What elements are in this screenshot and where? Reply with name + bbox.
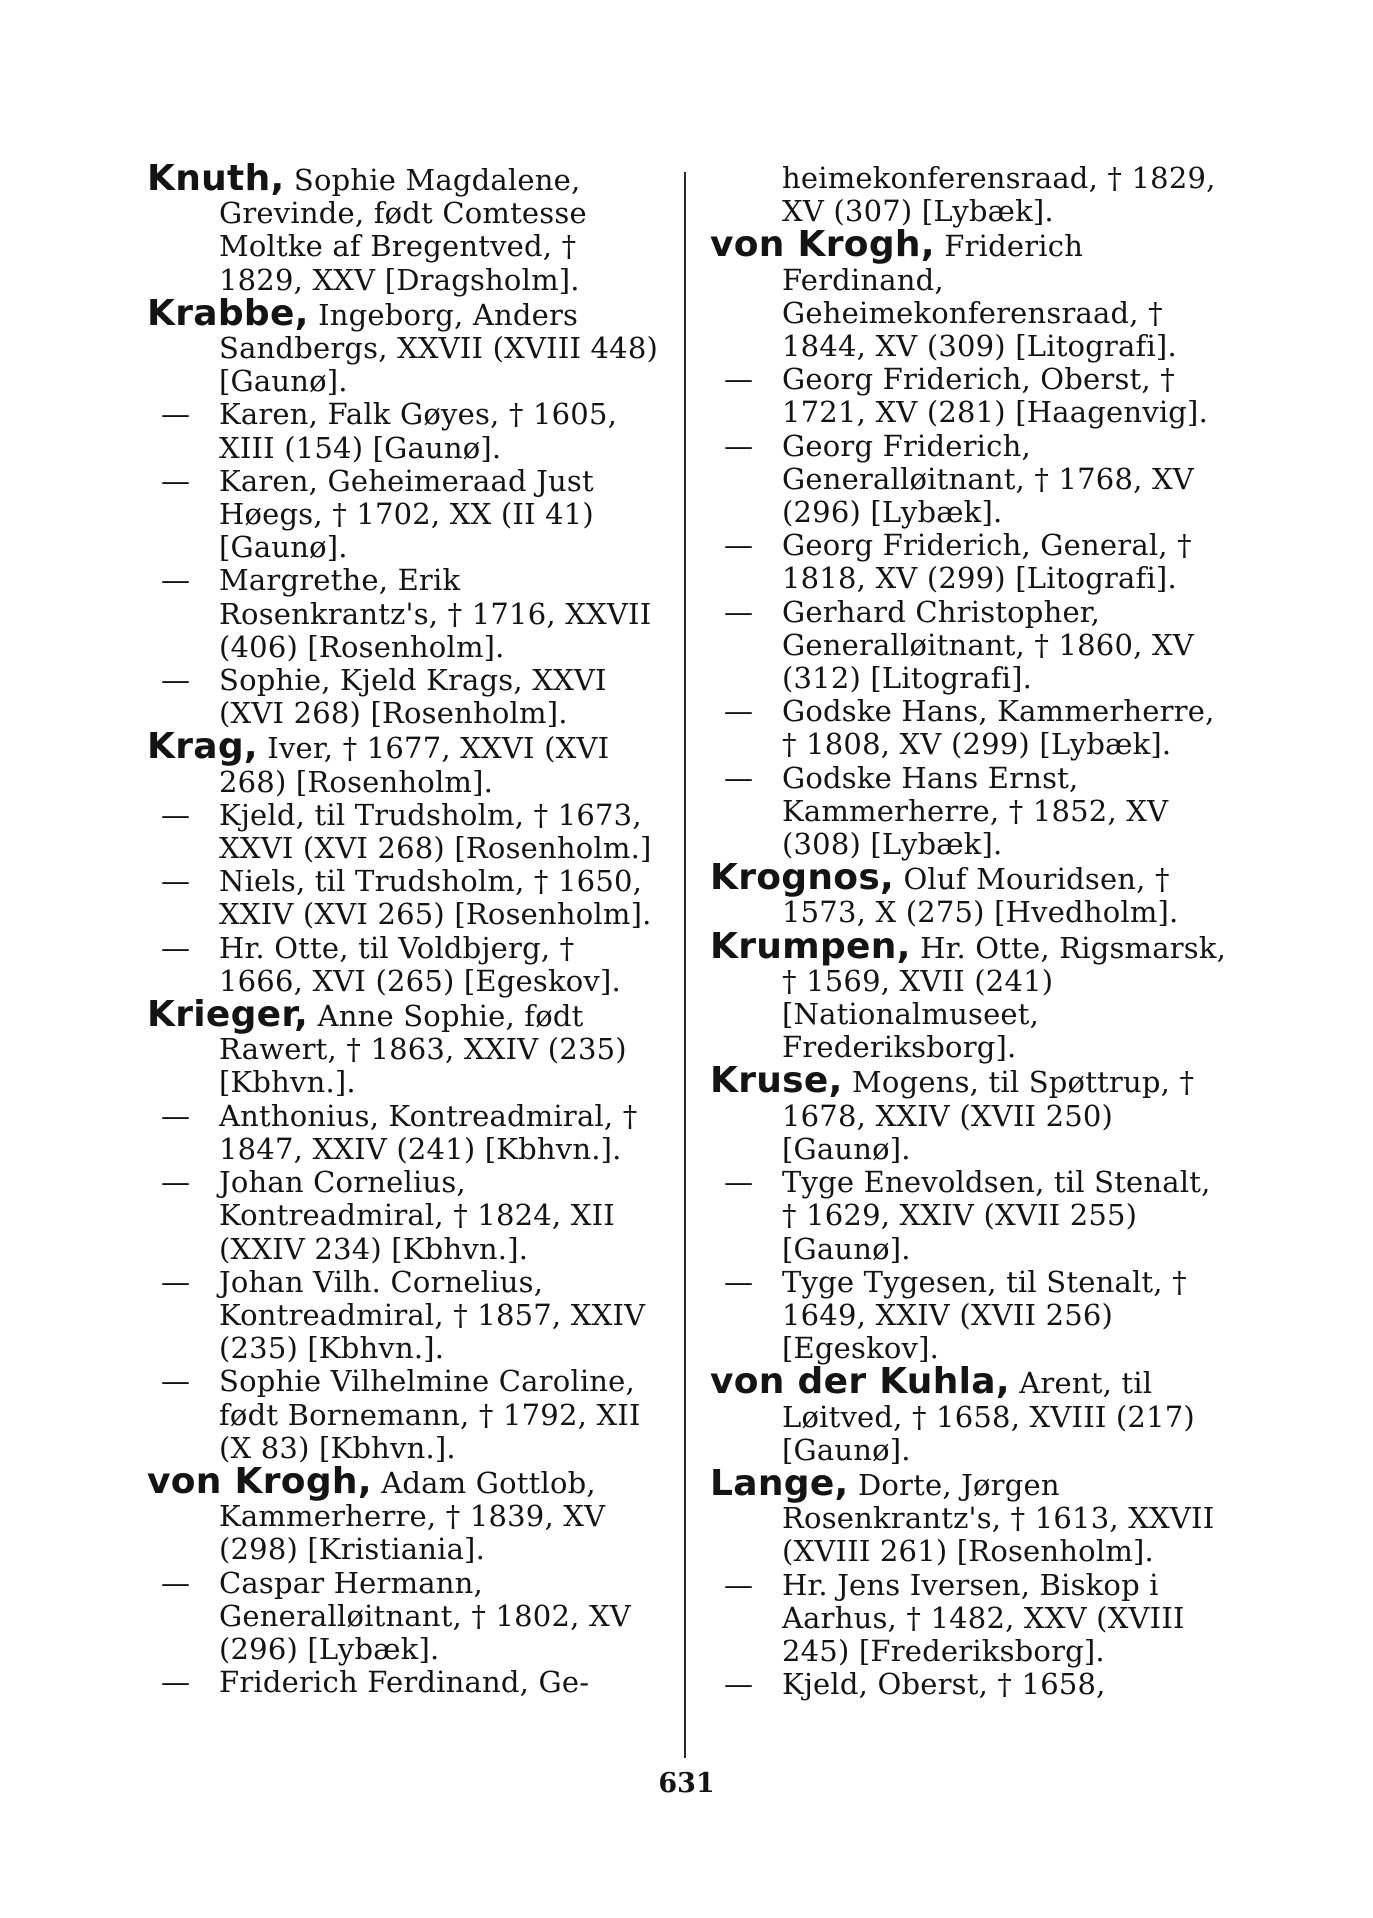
entry-surname: von der Kuhla, bbox=[710, 1361, 1010, 1403]
ditto-dash: — bbox=[161, 1264, 191, 1299]
ditto-dash: — bbox=[161, 463, 191, 498]
entry-text: Arent, til Løitved, † 1658, XVIII (217) [Gaunø]. bbox=[782, 1366, 1195, 1467]
entry-text: Georg Friderich, Generalløitnant, † 1768, XV (296) [Lybæk]. bbox=[782, 428, 1194, 530]
index-subentry bbox=[147, 1365, 667, 1465]
entry-text: Oluf Mouridsen, † 1573, X (275) [Hvedholm]. bbox=[782, 862, 1179, 930]
entry-text: Gerhard Christopher, Generalløitnant, † 1860, XV (312) [Litografi]. bbox=[782, 594, 1194, 696]
index-entry bbox=[710, 857, 1230, 930]
entry-text: Sophie, Kjeld Krags, XXVI (XVI 268) [Rosenholm]. bbox=[219, 663, 607, 731]
entry-surname: Krognos, bbox=[710, 857, 895, 899]
entry-text: Mogens, til Spøttrup, † 1678, XXIV (XVII 250) [Gaunø]. bbox=[782, 1065, 1195, 1166]
entry-text: Dorte, Jørgen Rosenkrantz's, † 1613, XXVII (XVIII 261) [Rosenholm]. bbox=[782, 1467, 1215, 1569]
ditto-dash: — bbox=[161, 864, 191, 899]
index-subentry bbox=[147, 865, 667, 931]
entry-surname: Krag, bbox=[147, 726, 258, 768]
entry-surname: Krieger, bbox=[147, 994, 309, 1036]
index-subentry bbox=[147, 799, 667, 865]
index-subentry bbox=[710, 1266, 1230, 1366]
index-entry bbox=[710, 1060, 1230, 1166]
entry-text: Anne Sophie, født Rawert, † 1863, XXIV (235) [Kbhvn.]. bbox=[219, 999, 627, 1100]
ditto-dash: — bbox=[724, 694, 754, 729]
entry-text: Tyge Enevoldsen, til Stenalt, † 1629, XXIV (XVII 255) [Gaunø]. bbox=[782, 1165, 1211, 1266]
index-entry bbox=[710, 1462, 1230, 1569]
left-column bbox=[147, 158, 667, 1700]
ditto-dash: — bbox=[161, 563, 191, 598]
ditto-dash: — bbox=[724, 1165, 754, 1200]
entry-surname: Kruse, bbox=[710, 1060, 843, 1102]
ditto-dash: — bbox=[161, 1165, 191, 1200]
entry-text: Iver, † 1677, XXVI (XVI 268) [Rosenholm]. bbox=[219, 731, 610, 799]
entry-surname: Krabbe, bbox=[147, 292, 309, 334]
ditto-dash: — bbox=[724, 362, 754, 397]
entry-text: Kjeld, til Trudsholm, † 1673, XXVI (XVI 268) [Rosenholm.] bbox=[219, 797, 652, 866]
entry-text: Godske Hans Ernst, Kammerherre, † 1852, XV (308) [Lybæk]. bbox=[782, 760, 1169, 862]
entry-text: Tyge Tygesen, til Stenalt, † 1649, XXIV (XVII 256) [Egeskov]. bbox=[782, 1264, 1187, 1366]
index-subentry bbox=[147, 1100, 667, 1166]
entry-text: Karen, Geheimeraad Just Høegs, † 1702, XX (II 41) [Gaunø]. bbox=[219, 463, 594, 565]
index-entry bbox=[710, 1361, 1230, 1467]
entry-text: Georg Friderich, Oberst, † 1721, XV (281) [Haagenvig]. bbox=[782, 362, 1208, 430]
entry-text: Hr. Otte, Rigsmarsk, † 1569, XVII (241) [Nationalmuseet, Frederiksborg]. bbox=[782, 930, 1227, 1065]
entry-text: Ingeborg, Anders Sandbergs, XXVII (XVIII 448) [Gaunø]. bbox=[219, 297, 658, 399]
ditto-dash: — bbox=[161, 930, 191, 965]
index-subentry bbox=[710, 695, 1230, 761]
index-subentry bbox=[147, 564, 667, 664]
right-column bbox=[710, 162, 1230, 1701]
index-subentry bbox=[710, 430, 1230, 530]
entry-surname: Krumpen, bbox=[710, 925, 911, 967]
index-subentry bbox=[710, 762, 1230, 862]
column-divider bbox=[684, 172, 686, 1758]
entry-surname: Lange, bbox=[710, 1462, 849, 1504]
entry-text: Kjeld, Oberst, † 1658, bbox=[782, 1667, 1106, 1702]
ditto-dash: — bbox=[161, 1665, 191, 1700]
ditto-dash: — bbox=[161, 797, 191, 832]
ditto-dash: — bbox=[161, 1364, 191, 1399]
index-continuation bbox=[710, 162, 1230, 228]
index-subentry bbox=[147, 664, 667, 730]
index-entry bbox=[147, 158, 667, 297]
page-number: 631 bbox=[658, 1768, 715, 1799]
entry-text: Hr. Jens Iversen, Biskop i Aarhus, † 1482, XXV (XVIII 245) [Frederiksborg]. bbox=[782, 1567, 1185, 1668]
index-subentry bbox=[147, 1567, 667, 1667]
index-subentry bbox=[147, 932, 667, 998]
index-subentry bbox=[710, 529, 1230, 595]
entry-text: Friderich Ferdinand, Ge- bbox=[219, 1665, 590, 1700]
entry-text: Caspar Hermann, Generalløitnant, † 1802, XV (296) [Lybæk]. bbox=[219, 1565, 631, 1666]
entry-text: Adam Gottlob, Kammerherre, † 1839, XV (298) [Kristiania]. bbox=[219, 1465, 606, 1567]
entry-text: Margrethe, Erik Rosenkrantz's, † 1716, XXVII (406) [Rosenholm]. bbox=[219, 563, 652, 664]
index-subentry bbox=[147, 1166, 667, 1266]
entry-surname: von Krogh, bbox=[147, 1460, 372, 1502]
entry-surname: Knuth, bbox=[147, 158, 285, 199]
entry-text: Karen, Falk Gøyes, † 1605, XIII (154) [Gaunø]. bbox=[219, 397, 618, 465]
ditto-dash: — bbox=[724, 1667, 754, 1702]
index-subentry bbox=[147, 398, 667, 464]
index-entry bbox=[147, 726, 667, 799]
ditto-dash: — bbox=[161, 1098, 191, 1133]
index-subentry bbox=[147, 1666, 667, 1699]
entry-text: Niels, til Trudsholm, † 1650, XXIV (XVI 265) [Rosenholm]. bbox=[219, 864, 652, 932]
entry-text: Johan Cornelius, Kontreadmiral, † 1824, XII (XXIV 234) [Kbhvn.]. bbox=[219, 1165, 615, 1266]
index-subentry bbox=[710, 596, 1230, 696]
index-subentry bbox=[710, 363, 1230, 429]
ditto-dash: — bbox=[724, 760, 754, 795]
entry-text: Anthonius, Kontreadmiral, † 1847, XXIV (241) [Kbhvn.]. bbox=[219, 1098, 638, 1166]
entry-text: Godske Hans, Kammerherre, † 1808, XV (299) [Lybæk]. bbox=[782, 694, 1215, 762]
ditto-dash: — bbox=[161, 663, 191, 698]
entry-surname: von Krogh, bbox=[710, 224, 935, 266]
index-entry bbox=[147, 1460, 667, 1567]
index-entry bbox=[710, 224, 1230, 364]
entry-text: Hr. Otte, til Voldbjerg, † 1666, XVI (265) [Egeskov]. bbox=[219, 930, 621, 998]
index-entry bbox=[147, 994, 667, 1100]
entry-text: heimekonferensraad, † 1829, XV (307) [Lybæk]. bbox=[782, 161, 1216, 229]
index-entry bbox=[147, 292, 667, 399]
entry-text: Georg Friderich, General, † 1818, XV (299) [Litografi]. bbox=[782, 528, 1192, 596]
ditto-dash: — bbox=[161, 397, 191, 432]
entry-text: Johan Vilh. Cornelius, Kontreadmiral, † 1857, XXIV (235) [Kbhvn.]. bbox=[219, 1264, 646, 1366]
ditto-dash: — bbox=[724, 428, 754, 463]
index-subentry bbox=[710, 1569, 1230, 1669]
ditto-dash: — bbox=[161, 1565, 191, 1600]
index-entry bbox=[710, 925, 1230, 1065]
index-subentry bbox=[147, 465, 667, 565]
ditto-dash: — bbox=[724, 1567, 754, 1602]
entry-text: Friderich Ferdinand, Geheimekonferensraad, † 1844, XV (309) [Litografi]. bbox=[782, 229, 1177, 364]
ditto-dash: — bbox=[724, 594, 754, 629]
ditto-dash: — bbox=[724, 1264, 754, 1299]
index-subentry bbox=[710, 1668, 1230, 1701]
ditto-dash: — bbox=[724, 528, 754, 563]
index-subentry bbox=[147, 1266, 667, 1366]
entry-text: Sophie Magdalene, Grevinde, født Comtesse Moltke af Bregentved, † 1829, XXV [Dragsholm]. bbox=[219, 163, 587, 297]
index-subentry bbox=[710, 1166, 1230, 1266]
entry-text: Sophie Vilhelmine Caroline, født Bornemann, † 1792, XII (X 83) [Kbhvn.]. bbox=[219, 1364, 641, 1465]
